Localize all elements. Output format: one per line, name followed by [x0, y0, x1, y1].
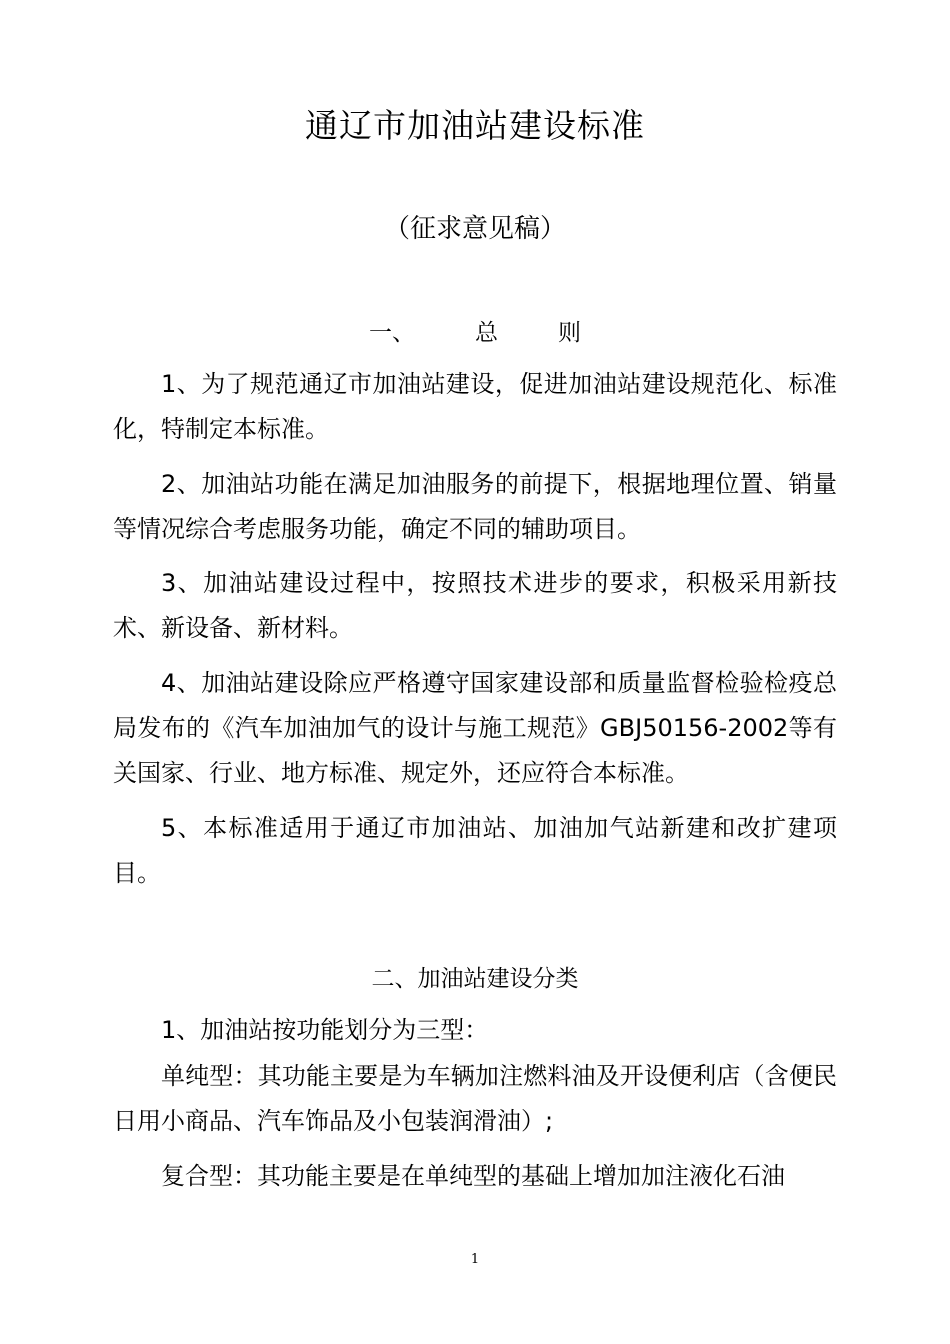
page-number: 1 [470, 1252, 480, 1267]
section-1-word-2: 则 [558, 320, 581, 346]
section-1-heading [0, 316, 950, 350]
section-1-numeral: 一、 [369, 320, 415, 346]
section-2-paragraph: 复合型：其功能主要是在单纯型的基础上增加加注液化石油 [161, 1162, 785, 1190]
document-title: 通辽市加油站建设标准 [305, 106, 645, 145]
document-subtitle: （征求意见稿） [383, 214, 566, 244]
section-1-paragraph: 3、加油站建设过程中，按照技术进步的要求，积极采用新技术、新设备、新材料。 [113, 569, 837, 642]
section-1-paragraph: 2、加油站功能在满足加油服务的前提下，根据地理位置、销量等情况综合考虑服务功能，确定不同的辅助项目。 [113, 470, 837, 543]
section-2-paragraph: 1、加油站按功能划分为三型： [161, 1016, 489, 1044]
section-2-heading: 二、加油站建设分类 [371, 966, 579, 992]
section-1-paragraph: 5、本标准适用于通辽市加油站、加油加气站新建和改扩建项目。 [113, 814, 837, 887]
section-2-paragraph: 单纯型：其功能主要是为车辆加注燃料油及开设便利店（含便民日用小商品、汽车饰品及小包装润滑油）; [113, 1062, 837, 1135]
section-1-paragraph: 1、为了规范通辽市加油站建设，促进加油站建设规范化、标准化，特制定本标准。 [113, 370, 837, 443]
section-1-word-1: 总 [475, 320, 498, 346]
section-1-paragraph: 4、加油站建设除应严格遵守国家建设部和质量监督检验检疫总局发布的《汽车加油加气的设计与施工规范》GBJ50156-2002等有关国家、行业、地方标准、规定外，还应符合本标准。 [113, 669, 837, 787]
